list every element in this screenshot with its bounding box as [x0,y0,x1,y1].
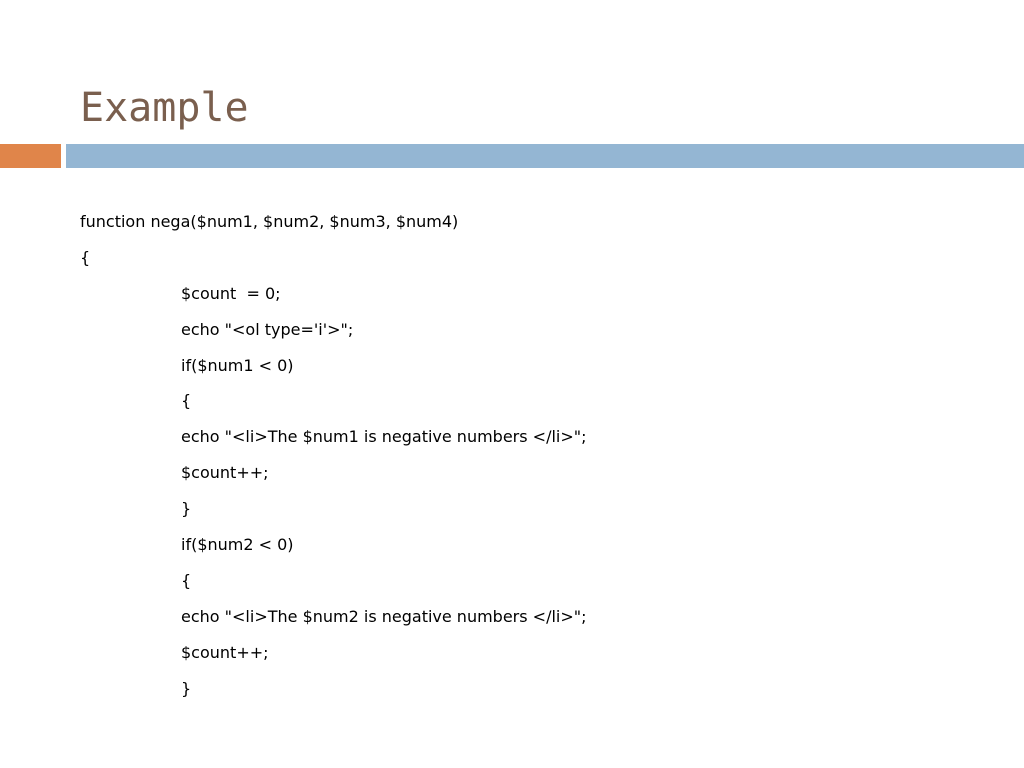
code-line: function nega($num1, $num2, $num3, $num4) [80,212,459,231]
code-line: { [181,570,192,590]
code-line: $count++; [181,642,269,662]
code-line: { [181,391,192,411]
code-line: } [181,678,192,698]
code-line: } [181,499,192,519]
code-block [80,204,980,706]
code-line: echo "<ol type='i'>"; [181,319,354,339]
title-accent-bar [0,144,61,168]
code-line: $count++; [181,463,269,483]
code-line: echo "<li>The $num1 is negative numbers </li>"; [181,427,587,447]
slide-title: Example [80,85,249,131]
code-line: $count = 0; [181,283,281,303]
code-line: if($num2 < 0) [181,535,294,555]
code-line: echo "<li>The $num2 is negative numbers </li>"; [181,606,587,626]
code-line: if($num1 < 0) [181,355,294,375]
title-underline-bar [66,144,1024,168]
code-line: { [80,247,91,267]
